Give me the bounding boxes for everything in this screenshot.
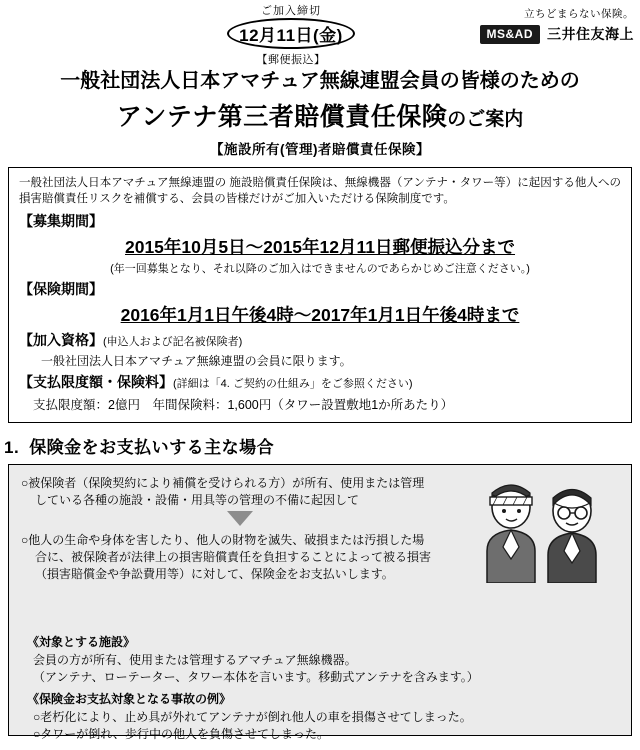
target-facility-line-1: 会員の方が所有、使用または管理するアマチュア無線機器。 bbox=[33, 653, 357, 667]
page-title-line1: 一般社団法人日本アマチュア無線連盟会員の皆様のための bbox=[60, 70, 580, 92]
example-accident-2: ○タワーが倒れ、歩行中の他人を負傷させてしまった。 bbox=[33, 727, 329, 741]
coverage-para-1-line-2: している各種の施設・設備・用具等の管理の不備に起因して bbox=[35, 493, 360, 507]
page-title-main: アンテナ第三者賠償責任保険 bbox=[116, 103, 448, 131]
coverage-para-2-line-3: （損害賠償金や争訟費用等）に対して、保険金をお支払いします。 bbox=[35, 567, 394, 581]
qualification-heading-note: (申込人および記名被保険者) bbox=[103, 336, 243, 348]
page-title-suffix: のご案内 bbox=[447, 109, 524, 130]
limit-heading-label: 【支払限度額・保険料】 bbox=[19, 374, 173, 390]
deadline-stamp bbox=[222, 4, 360, 67]
limit-heading bbox=[19, 372, 621, 392]
qualification-text: 一般社団法人日本アマチュア無線連盟の会員に限ります。 bbox=[41, 354, 352, 368]
example-accidents-heading: 《保険金お支払対象となる事故の例》 bbox=[27, 692, 232, 706]
summary-lead-text: 一般社団法人日本アマチュア無線連盟の 施設賠償責任保険は、無線機器（アンテナ・タワー等）に起因する他人への損害賠償責任リスクを補償する、会員の皆様だけがご加入いただける保険制度です。 bbox=[19, 177, 621, 205]
document-header bbox=[0, 0, 640, 66]
qualification-heading-label: 【加入資格】 bbox=[19, 332, 103, 348]
deadline-method: 【郵便振込】 bbox=[256, 54, 326, 66]
insurance-period-value: 2016年1月1日午後4時〜2017年1月1日午後4時まで bbox=[120, 305, 520, 325]
section-1-number: 1. bbox=[4, 438, 20, 457]
recruit-period-note: (年一回募集となり、それ以降のご加入はできませんのであらかじめご注意ください。) bbox=[110, 263, 530, 275]
summary-box bbox=[8, 167, 632, 423]
msad-logo: MS&AD bbox=[480, 25, 541, 44]
coverage-case-box bbox=[8, 464, 632, 741]
section-1-label: 保険金をお支払いする主な場合 bbox=[29, 438, 275, 457]
deadline-date: 12月11日(金) bbox=[227, 18, 355, 49]
limit-heading-note: (詳細は「4. ご契約の仕組み」をご参照ください) bbox=[173, 378, 413, 390]
brand-block bbox=[480, 6, 635, 44]
down-arrow-icon bbox=[227, 511, 253, 526]
qualification-heading bbox=[19, 330, 621, 350]
brand-tagline: 立ちどまらない保険。 bbox=[524, 8, 634, 20]
coverage-para-2-line-1: ○他人の生命や身体を害したり、他人の財物を滅失、破損または汚損した場 bbox=[21, 533, 425, 547]
brand-company-name: 三井住友海上 bbox=[547, 26, 634, 42]
page-title-line2 bbox=[0, 97, 640, 133]
target-facility-line-2: （アンテナ、ローテーター、タワー本体を言います。移動式アンテナを含みます。） bbox=[33, 670, 479, 684]
section-1-title bbox=[4, 433, 640, 458]
arrow-container bbox=[21, 511, 619, 531]
page-subtitle: 【施設所有(管理)者賠償責任保険】 bbox=[210, 142, 430, 157]
recruit-period-heading: 【募集期間】 bbox=[19, 213, 103, 229]
insurance-period-heading: 【保険期間】 bbox=[19, 281, 103, 297]
target-facility-heading: 《対象とする施設》 bbox=[27, 635, 136, 649]
limit-amount-text: 支払限度額：2億円 年間保険料：1,600円（タワー設置敷地1か所あたり） bbox=[33, 398, 454, 412]
example-accident-1: ○老朽化により、止め具が外れてアンテナが倒れ他人の車を損傷させてしまった。 bbox=[33, 710, 472, 724]
brand-row bbox=[480, 24, 635, 44]
coverage-para-2-line-2: 合に、被保険者が法律上の損害賠償責任を負担することによって被る損害 bbox=[35, 550, 432, 564]
illustration-spacer bbox=[21, 585, 619, 629]
deadline-label: ご加入締切 bbox=[261, 5, 321, 17]
recruit-period-value: 2015年10月5日〜2015年12月11日郵便振込分まで bbox=[124, 237, 516, 257]
coverage-para-1-line-1: ○被保険者（保険契約により補償を受けられる方）が所有、使用または管理 bbox=[21, 476, 425, 490]
